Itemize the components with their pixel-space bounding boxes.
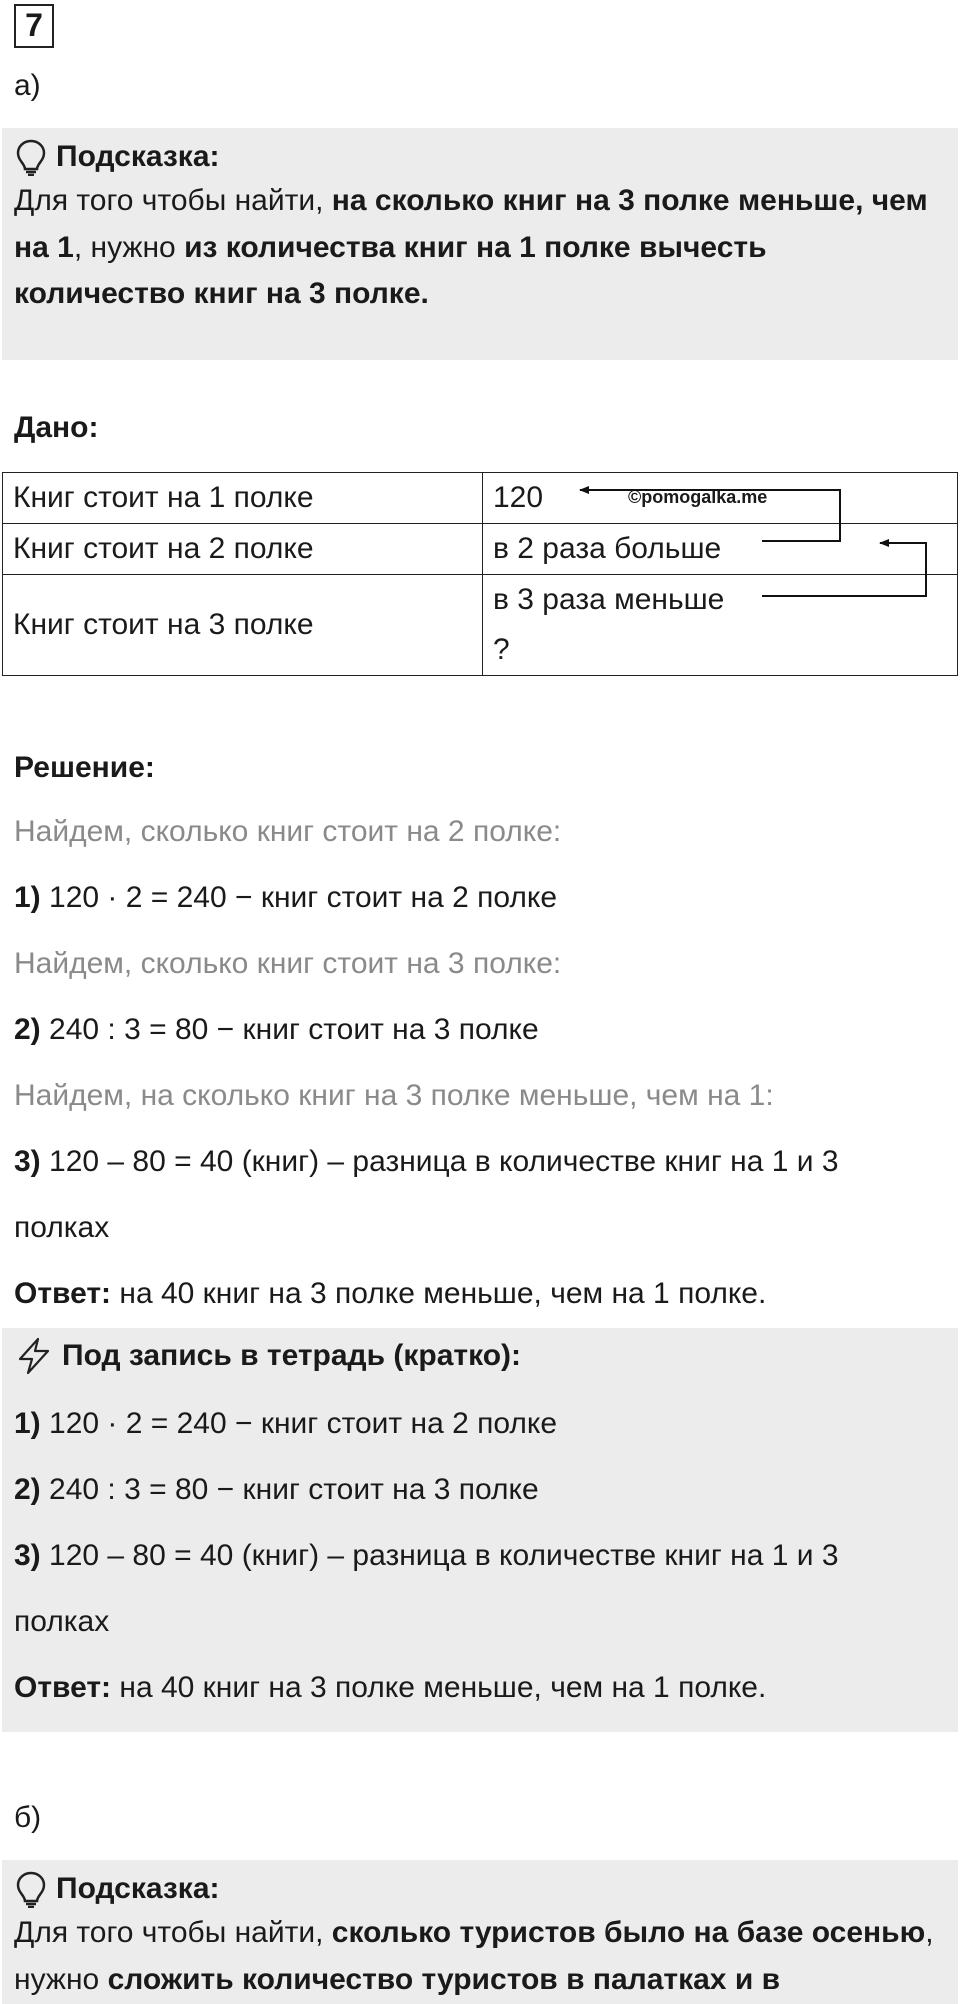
table-cell-label: Книг стоит на 3 полке [3, 575, 483, 676]
table-cell-value: 120 [483, 473, 958, 524]
notebook-title: Под запись в тетрадь (кратко): [62, 1339, 522, 1372]
hint-box-b [2, 1860, 958, 2004]
table-cell-label: Книг стоит на 1 полке [3, 473, 483, 524]
notebook-header [14, 1336, 946, 1376]
task-number: 7 [14, 4, 54, 48]
solution-step-continued: полках [14, 1211, 110, 1244]
hint-header-b [14, 1870, 946, 1908]
solution-step: 1) 120 · 2 = 240 − книг стоит на 2 полке [14, 881, 558, 914]
solution-answer: Ответ: на 40 книг на 3 полке меньше, чем на 1 полке. [14, 1277, 767, 1310]
arrow-row2-to-row1 [580, 490, 840, 541]
given-title: Дано: [14, 411, 99, 444]
hint-text-a: Для того чтобы найти, на сколько книг на 3 полке меньше, чем на 1, нужно из количества книг на 1 полке вычесть количество книг на 3 полке. [14, 184, 928, 310]
part-b-label: б) [14, 1801, 42, 1834]
notebook-step-continued: полках [14, 1605, 110, 1638]
hint-title-a: Подсказка: [56, 140, 220, 173]
solution-step: 2) 240 : 3 = 80 − книг стоит на 3 полке [14, 1013, 539, 1046]
table-cell-label: Книг стоит на 2 полке [3, 524, 483, 575]
notebook-step: 2) 240 : 3 = 80 − книг стоит на 3 полке [14, 1473, 539, 1506]
hint-title-b: Подсказка: [56, 1872, 220, 1905]
notebook-step: 1) 120 · 2 = 240 − книг стоит на 2 полке [14, 1407, 558, 1440]
lightning-icon [14, 1336, 54, 1376]
hint-text-b: Для того чтобы найти, сколько туристов было на базе осенью, нужно сложить количество туристов в палатках и в [14, 1916, 934, 1996]
watermark: ©pomogalka.me [628, 487, 768, 507]
solution-comment: Найдем, сколько книг стоит на 3 полке: [14, 947, 562, 980]
solution-title: Решение: [14, 751, 155, 784]
relation-arrows [0, 0, 960, 700]
arrow-row3-to-row2 [762, 543, 926, 596]
solution-comment: Найдем, сколько книг стоит на 2 полке: [14, 815, 562, 848]
table-cell-value: в 2 раза больше [483, 524, 958, 575]
notebook-step: 3) 120 – 80 = 40 (книг) – разница в количестве книг на 1 и 3 [14, 1539, 839, 1572]
notebook-answer: Ответ: на 40 книг на 3 полке меньше, чем на 1 полке. [14, 1671, 767, 1704]
table-cell-value: в 3 раза меньше ? [483, 575, 958, 676]
lightbulb-icon [14, 1870, 48, 1908]
solution-step: 3) 120 – 80 = 40 (книг) – разница в количестве книг на 1 и 3 [14, 1145, 839, 1178]
solution-comment: Найдем, на сколько книг на 3 полке меньше, чем на 1: [14, 1079, 774, 1112]
part-a-label: а) [14, 69, 41, 102]
